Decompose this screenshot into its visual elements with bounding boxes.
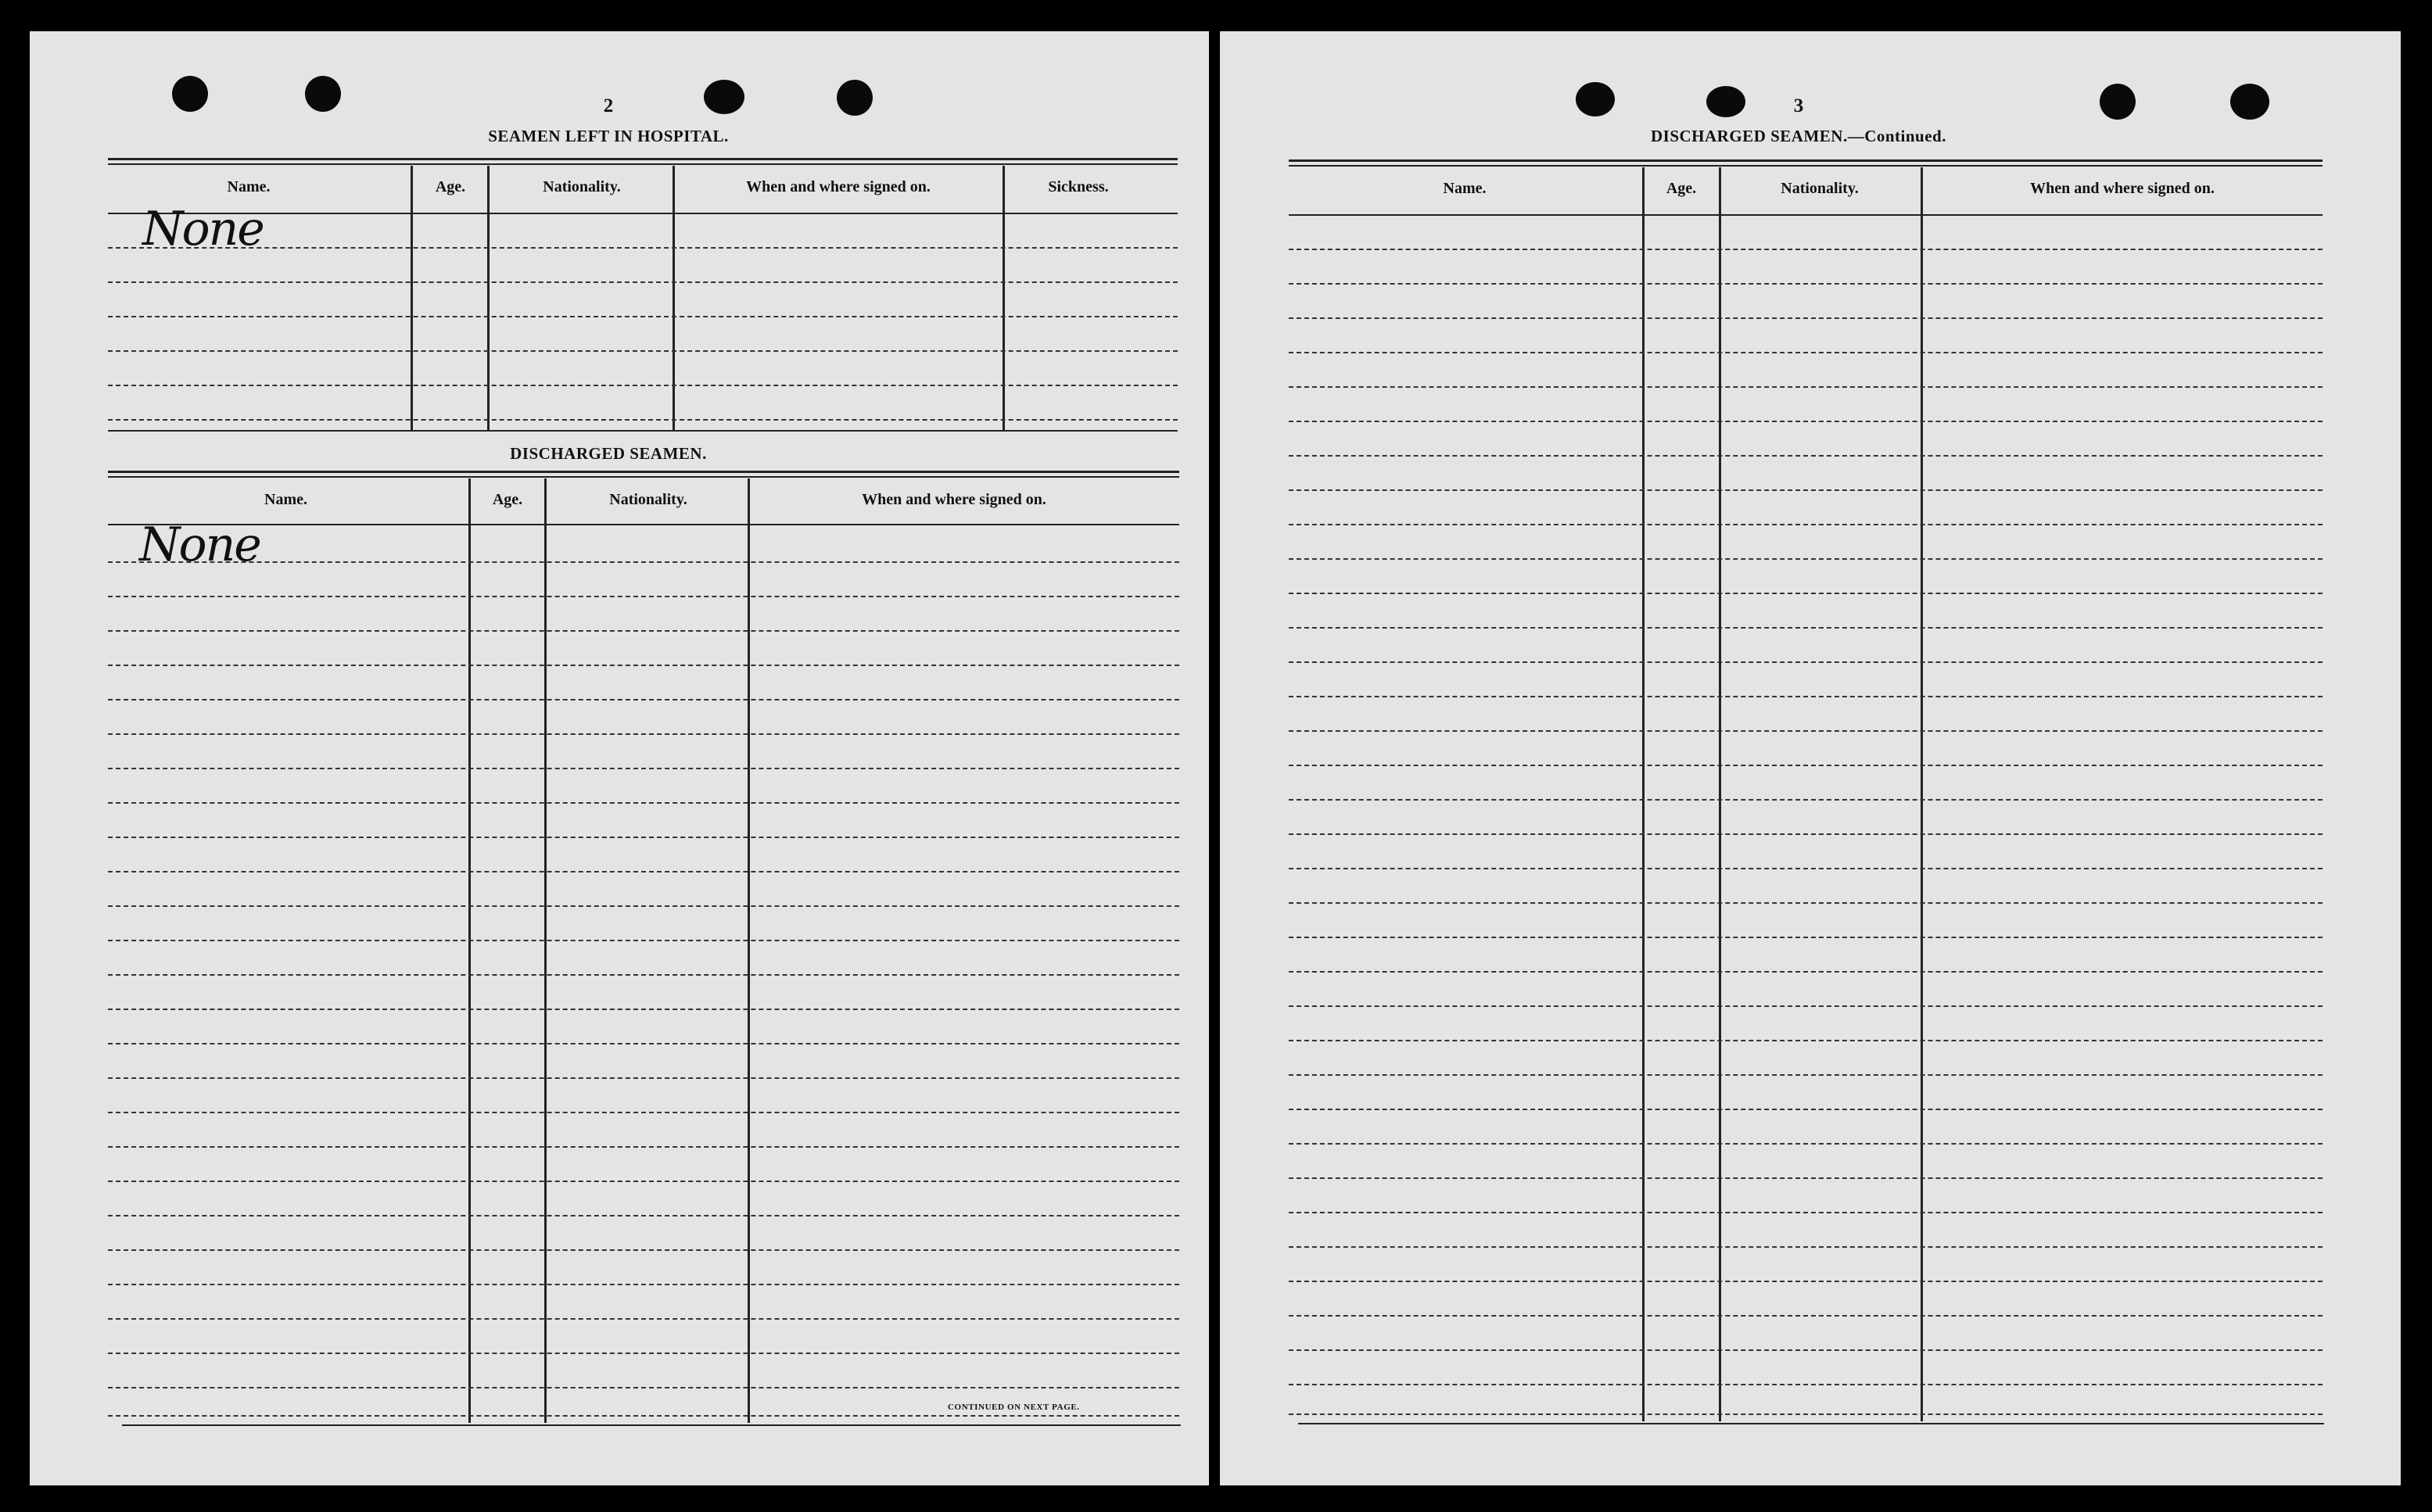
entry-line [108,281,1178,283]
entry-line [1289,558,2323,560]
entry-line [1289,661,2323,663]
header-underline [108,213,1178,214]
entry-line [108,385,1178,386]
left-page [30,31,1209,1485]
entry-line [1289,971,2323,973]
entry-line [1289,1246,2323,1248]
entry-line [108,561,1179,563]
entry-line [108,1077,1179,1079]
table-bottom-rule [122,1424,1181,1426]
table-top-rule [108,158,1178,160]
entry-line [108,596,1179,597]
column-header-age: Age. [1666,180,1697,197]
right-page [1220,31,2401,1485]
entry-line [108,1353,1179,1354]
column-divider [1719,167,1721,1421]
punch-hole [305,76,341,112]
table-top-rule [108,476,1179,478]
column-header-signed-on: When and where signed on. [2030,180,2215,197]
entry-line [108,1009,1179,1010]
table-bottom-rule [1298,1423,2324,1424]
entry-line [1289,317,2323,319]
entry-line [108,247,1178,249]
entry-line [108,802,1179,804]
header-underline [108,524,1179,525]
column-divider [1003,166,1005,430]
entry-line [108,1318,1179,1320]
entry-line [108,905,1179,907]
column-header-nationality: Nationality. [609,491,687,508]
column-header-name: Name. [1443,180,1487,197]
entry-line [1289,524,2323,525]
entry-line [108,1284,1179,1285]
entry-line [108,1181,1179,1182]
entry-line [1289,937,2323,938]
entry-line [1289,833,2323,835]
entry-line [1289,386,2323,388]
entry-line [1289,627,2323,629]
continued-footer: CONTINUED ON NEXT PAGE. [948,1403,1080,1412]
entry-line [1289,455,2323,457]
punch-hole [1706,86,1745,117]
entry-line [1289,1349,2323,1351]
column-divider [673,166,675,430]
header-underline [1289,214,2323,216]
entry-line [1289,868,2323,869]
entry-line [1289,1177,2323,1179]
entry-line [108,419,1178,421]
entry-line [1289,1281,2323,1282]
punch-hole [1576,82,1615,116]
entry-line [108,837,1179,838]
entry-line [108,733,1179,735]
entry-line [1289,1143,2323,1145]
handwritten-entry: None [142,202,264,256]
table-top-rule [1289,165,2323,167]
entry-line [1289,1315,2323,1317]
column-header-age: Age. [492,491,523,508]
page-number: 3 [1793,95,1804,116]
entry-line [108,1415,1179,1417]
entry-line [1289,1074,2323,1076]
column-divider [1642,167,1645,1421]
column-divider [748,478,750,1423]
column-header-name: Name. [227,178,271,195]
entry-line [108,1043,1179,1044]
entry-line [108,1112,1179,1113]
table-bottom-rule [108,430,1178,432]
entry-line [1289,1384,2323,1385]
column-header-signed-on: When and where signed on. [862,491,1046,508]
punch-hole [837,80,873,116]
punch-hole [2100,84,2136,120]
entry-line [1289,1109,2323,1110]
handwritten-entry: None [139,518,260,572]
entry-line [1289,1040,2323,1041]
entry-line [108,940,1179,941]
discharged-continued-title: DISCHARGED SEAMEN.—Continued. [1651,127,1946,145]
hospital-section-title: SEAMEN LEFT IN HOSPITAL. [488,127,729,145]
column-header-sickness: Sickness. [1048,178,1109,195]
column-header-nationality: Nationality. [1781,180,1859,197]
entry-line [1289,489,2323,491]
entry-line [108,974,1179,976]
entry-line [108,665,1179,666]
entry-line [108,1249,1179,1251]
entry-line [1289,1212,2323,1213]
entry-line [108,1387,1179,1388]
discharged-section-title: DISCHARGED SEAMEN. [510,444,707,463]
entry-line [1289,249,2323,250]
column-header-age: Age. [435,178,466,195]
entry-line [1289,1413,2323,1415]
entry-line [108,768,1179,769]
entry-line [1289,730,2323,732]
entry-line [1289,421,2323,422]
table-top-rule [108,471,1179,473]
column-header-name: Name. [264,491,307,508]
column-divider [468,478,471,1423]
entry-line [108,1146,1179,1148]
punch-hole [704,80,744,114]
entry-line [1289,696,2323,697]
entry-line [1289,352,2323,353]
column-header-nationality: Nationality. [543,178,621,195]
entry-line [108,699,1179,700]
entry-line [108,630,1179,632]
column-divider [1921,167,1923,1421]
entry-line [1289,1005,2323,1007]
entry-line [108,871,1179,872]
column-divider [487,166,490,430]
table-top-rule [1289,159,2323,162]
entry-line [108,350,1178,352]
entry-line [1289,902,2323,904]
page-number: 2 [603,95,614,116]
column-header-signed-on: When and where signed on. [746,178,931,195]
entry-line [108,316,1178,317]
column-divider [544,478,547,1423]
entry-line [1289,799,2323,801]
entry-line [1289,283,2323,285]
column-divider [411,166,413,430]
punch-hole [2230,84,2269,120]
table-top-rule [108,163,1178,165]
entry-line [1289,765,2323,766]
entry-line [1289,593,2323,594]
entry-line [108,1215,1179,1216]
punch-hole [172,76,208,112]
